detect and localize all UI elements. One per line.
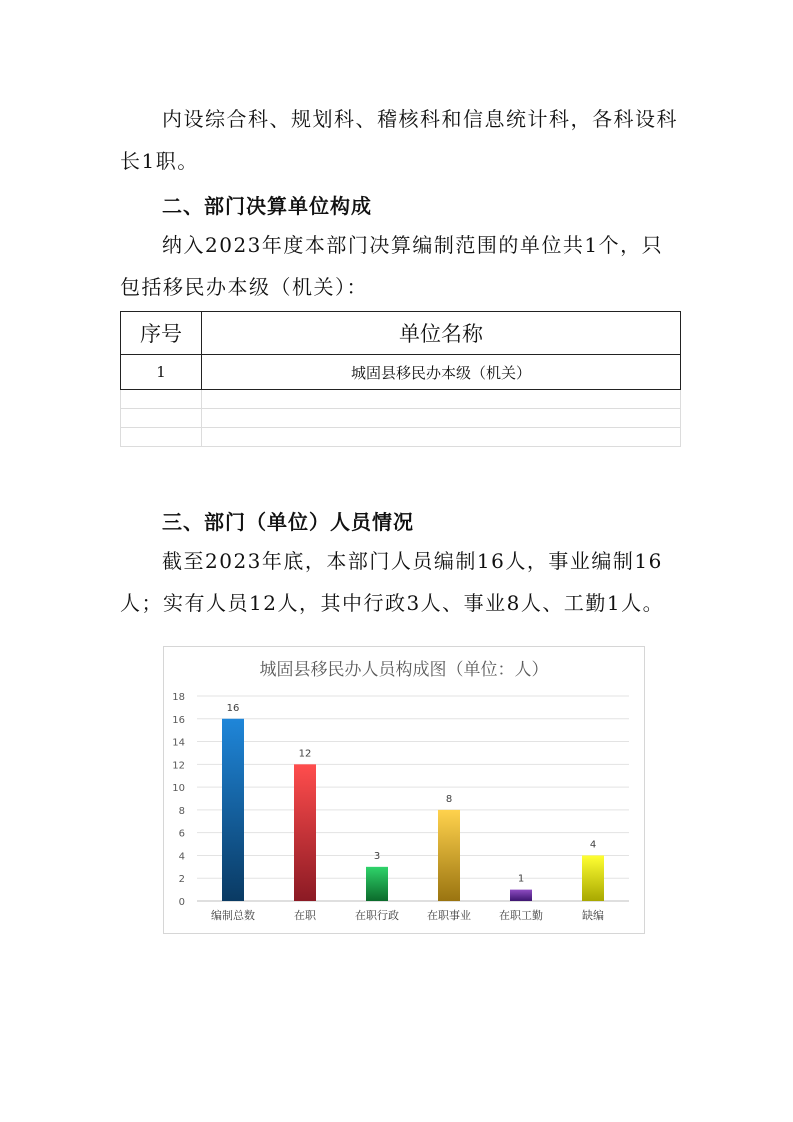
x-tick-label: 编制总数 <box>211 909 255 922</box>
bar <box>294 764 316 901</box>
bar <box>438 810 460 901</box>
y-tick-label: 6 <box>178 828 185 840</box>
x-tick-label: 缺编 <box>582 909 604 922</box>
section-heading-staff: 三、部门（单位）人员情况 <box>162 510 414 534</box>
scope-paragraph: 纳入2023年度本部门决算编制范围的单位共1个，只包括移民办本级（机关）： <box>120 233 664 299</box>
bar <box>222 719 244 901</box>
bar <box>366 867 388 901</box>
y-tick-label: 14 <box>172 737 185 749</box>
data-label: 3 <box>373 850 381 862</box>
cell-unit-name: 城固县移民办本级（机关） <box>202 355 681 390</box>
x-tick-label: 在职行政 <box>355 909 399 922</box>
unit-table <box>120 311 681 447</box>
y-tick-label: 8 <box>178 805 185 817</box>
y-tick-label: 0 <box>178 897 185 908</box>
table-row-empty <box>121 390 681 409</box>
unit-table-header-row <box>121 312 681 355</box>
table-row <box>121 355 681 390</box>
bar <box>582 855 604 901</box>
column-header-number: 序号 <box>121 312 202 355</box>
staff-composition-chart <box>163 646 645 934</box>
data-label: 12 <box>298 748 312 760</box>
y-tick-label: 16 <box>172 714 185 726</box>
table-row-empty <box>121 409 681 428</box>
staff-paragraph: 截至2023年底，本部门人员编制16人，事业编制16人；实有人员12人，其中行政3人、事业8人、工勤1人。 <box>120 549 665 615</box>
data-label: 4 <box>589 839 597 851</box>
x-tick-label: 在职 <box>294 909 316 922</box>
data-label: 1 <box>517 873 525 885</box>
data-label: 16 <box>226 702 240 714</box>
x-tick-label: 在职工勤 <box>499 909 543 922</box>
y-tick-label: 10 <box>172 783 185 795</box>
bar <box>510 890 532 901</box>
chart-canvas <box>164 647 644 933</box>
data-label: 8 <box>445 793 453 805</box>
y-tick-label: 12 <box>172 760 185 772</box>
y-tick-label: 2 <box>178 874 185 886</box>
x-tick-label: 在职事业 <box>427 909 471 922</box>
table-row-empty <box>121 428 681 447</box>
cell-number: 1 <box>121 355 202 390</box>
intro-paragraph: 内设综合科、规划科、稽核科和信息统计科，各科设科长1职。 <box>120 107 678 173</box>
chart-title: 城固县移民办人员构成图（单位：人） <box>259 660 549 680</box>
column-header-unit-name: 单位名称 <box>202 312 681 355</box>
y-tick-label: 18 <box>172 692 185 703</box>
section-heading-unit-composition: 二、部门决算单位构成 <box>162 194 372 218</box>
y-tick-label: 4 <box>178 851 185 863</box>
